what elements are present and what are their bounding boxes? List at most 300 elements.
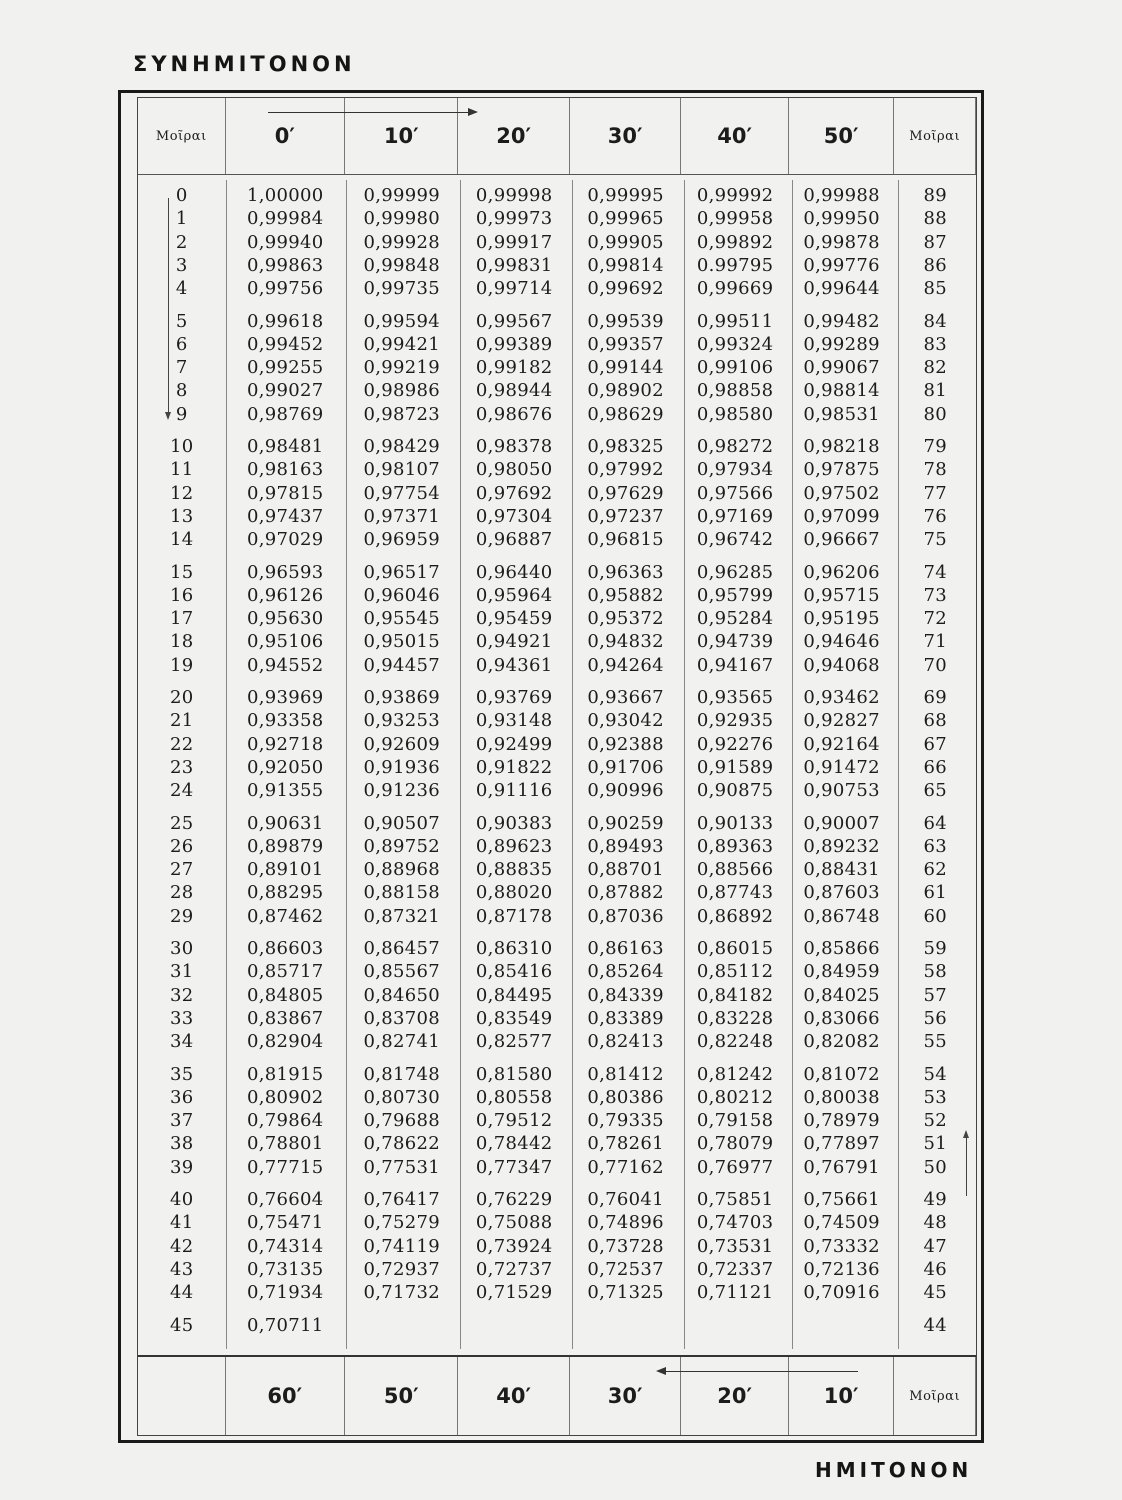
complement-degree-cell: 69 bbox=[923, 687, 947, 708]
complement-degree-cell: 54 bbox=[923, 1063, 947, 1085]
degree-cell: 12 bbox=[170, 482, 194, 504]
table-row bbox=[138, 184, 976, 207]
header-minute-0: 0′ bbox=[226, 98, 345, 174]
value-cell: 0,77715 bbox=[247, 1156, 324, 1178]
value-cell: 0,87882 bbox=[587, 882, 664, 904]
value-cell: 0,99988 bbox=[803, 185, 880, 206]
value-cell: 0,95715 bbox=[803, 584, 880, 606]
value-cell: 0,98325 bbox=[587, 436, 664, 457]
complement-degree-cell: 61 bbox=[923, 882, 947, 904]
value-cell: 0,71934 bbox=[247, 1282, 324, 1304]
value-cell: 0,98481 bbox=[247, 436, 324, 457]
value-cell: 0,85416 bbox=[475, 961, 553, 983]
complement-degree-cell: 57 bbox=[923, 984, 947, 1006]
value-cell: 0,88295 bbox=[247, 882, 324, 904]
value-cell: 0,84339 bbox=[587, 984, 664, 1006]
value-cell: 0,99863 bbox=[247, 254, 324, 276]
value-cell: 0,96285 bbox=[696, 561, 774, 583]
value-cell: 0,95284 bbox=[696, 608, 774, 630]
table-row bbox=[138, 277, 976, 300]
complement-degree-cell: 82 bbox=[923, 357, 947, 379]
value-cell: 0,90007 bbox=[803, 812, 880, 834]
table-row bbox=[138, 333, 976, 356]
value-cell: 0,81915 bbox=[247, 1063, 324, 1085]
value-cell: 0,99618 bbox=[247, 310, 324, 332]
degree-cell: 30 bbox=[170, 938, 194, 959]
complement-degree-cell: 53 bbox=[923, 1086, 947, 1108]
value-cell: 0,92499 bbox=[475, 733, 553, 755]
table-row bbox=[138, 482, 976, 505]
footer-minute-50: 50′ bbox=[345, 1357, 458, 1435]
value-cell: 0,97099 bbox=[803, 505, 880, 527]
value-cell: 0,94068 bbox=[803, 654, 880, 676]
value-cell: 0,89623 bbox=[475, 835, 553, 857]
value-cell: 0,96440 bbox=[475, 561, 553, 583]
table-row bbox=[138, 756, 976, 779]
value-cell: 0,76604 bbox=[247, 1189, 324, 1210]
complement-degree-cell: 51 bbox=[923, 1133, 947, 1155]
value-cell: 0,93869 bbox=[363, 687, 441, 708]
value-cell: 0,87036 bbox=[587, 905, 664, 927]
table-row bbox=[138, 607, 976, 630]
complement-degree-cell: 75 bbox=[923, 529, 947, 551]
value-cell: 0,98107 bbox=[363, 459, 441, 481]
value-cell: 0,90383 bbox=[475, 812, 553, 834]
complement-degree-cell: 70 bbox=[923, 654, 947, 676]
degree-cell: 44 bbox=[170, 1282, 194, 1304]
value-cell: 0,86015 bbox=[696, 938, 774, 959]
degree-cell: 4 bbox=[175, 278, 188, 300]
value-cell: 0,83867 bbox=[247, 1007, 324, 1029]
value-cell: 0,99999 bbox=[363, 185, 441, 206]
value-cell: 0,72937 bbox=[363, 1258, 441, 1280]
footer-minute-60: 60′ bbox=[226, 1357, 345, 1435]
value-cell: 0,79335 bbox=[587, 1110, 664, 1132]
value-cell: 0,73332 bbox=[803, 1235, 880, 1257]
value-cell: 0,72737 bbox=[475, 1258, 553, 1280]
value-cell: 0,94167 bbox=[696, 654, 774, 676]
value-cell bbox=[681, 1314, 788, 1337]
value-cell: 0,98163 bbox=[247, 459, 324, 481]
header-complement-label: Μοῖραι bbox=[894, 98, 976, 174]
value-cell: 0,93042 bbox=[587, 710, 664, 732]
degree-cell: 18 bbox=[170, 631, 194, 653]
value-cell: 0,96046 bbox=[363, 584, 441, 606]
value-cell: 0,78979 bbox=[803, 1110, 880, 1132]
header-minute-20: 20′ bbox=[458, 98, 569, 174]
value-cell: 0,87462 bbox=[247, 905, 324, 927]
value-cell: 0,99980 bbox=[363, 208, 441, 230]
table-row bbox=[138, 937, 976, 960]
value-cell: 0,99389 bbox=[475, 333, 553, 355]
value-cell: 0,92276 bbox=[696, 733, 774, 755]
table-row bbox=[138, 960, 976, 983]
table-row bbox=[138, 654, 976, 677]
value-cell: 0,84805 bbox=[247, 984, 324, 1006]
value-cell: 0,97437 bbox=[247, 505, 324, 527]
value-cell: 0,81748 bbox=[363, 1063, 441, 1085]
value-cell: 0,91822 bbox=[475, 756, 553, 778]
table-row bbox=[138, 561, 976, 584]
value-cell: 0,87178 bbox=[475, 905, 553, 927]
complement-degree-cell: 80 bbox=[923, 403, 947, 425]
value-cell: 0,83066 bbox=[803, 1007, 880, 1029]
value-cell: 0,85717 bbox=[247, 961, 324, 983]
degree-cell: 45 bbox=[170, 1314, 194, 1336]
table-row bbox=[138, 231, 976, 254]
value-cell: 0,97875 bbox=[803, 459, 880, 481]
table-row bbox=[138, 630, 976, 653]
value-cell bbox=[458, 1314, 569, 1337]
degree-cell: 25 bbox=[170, 812, 194, 834]
value-cell: 0,88701 bbox=[587, 859, 664, 881]
value-cell: 0,83389 bbox=[587, 1007, 664, 1029]
value-cell: 0,96742 bbox=[696, 529, 774, 551]
value-cell: 0,96815 bbox=[587, 529, 664, 551]
value-cell: 0,90996 bbox=[587, 780, 664, 802]
complement-degree-cell: 46 bbox=[923, 1258, 947, 1280]
value-cell: 0,82248 bbox=[696, 1031, 774, 1053]
value-cell: 0,93253 bbox=[363, 710, 441, 732]
complement-degree-cell: 50 bbox=[923, 1156, 947, 1178]
table-row bbox=[138, 584, 976, 607]
complement-degree-cell: 64 bbox=[923, 812, 947, 834]
value-cell: 0,94832 bbox=[587, 631, 664, 653]
value-cell: 0,95106 bbox=[247, 631, 324, 653]
complement-degree-cell: 89 bbox=[923, 185, 947, 206]
value-cell: 0,87743 bbox=[696, 882, 774, 904]
value-cell: 0,99511 bbox=[696, 310, 774, 332]
value-cell: 0,76417 bbox=[363, 1189, 441, 1210]
degree-cell: 8 bbox=[175, 380, 188, 402]
value-cell: 0,72337 bbox=[696, 1258, 774, 1280]
value-cell: 0,87603 bbox=[803, 882, 880, 904]
complement-degree-cell: 63 bbox=[923, 835, 947, 857]
value-cell: 0,83228 bbox=[696, 1007, 774, 1029]
degree-cell: 23 bbox=[170, 756, 194, 778]
complement-degree-cell: 68 bbox=[923, 710, 947, 732]
value-cell: 0,98902 bbox=[587, 380, 664, 402]
value-cell: 0,96667 bbox=[803, 529, 880, 551]
value-cell: 0,98378 bbox=[475, 436, 553, 457]
value-cell: 0,74119 bbox=[363, 1235, 441, 1257]
value-cell: 0,98050 bbox=[475, 459, 553, 481]
value-cell: 0,92609 bbox=[363, 733, 441, 755]
value-cell: 0,99928 bbox=[363, 231, 441, 253]
value-cell: 1,00000 bbox=[247, 185, 324, 206]
value-cell: 0,89363 bbox=[696, 835, 774, 857]
value-cell: 0,88158 bbox=[363, 882, 441, 904]
degree-cell: 27 bbox=[170, 859, 194, 881]
value-cell: 0,92164 bbox=[803, 733, 880, 755]
value-cell: 0,99814 bbox=[587, 254, 664, 276]
value-cell: 0,98986 bbox=[363, 380, 441, 402]
value-cell: 0,73728 bbox=[587, 1235, 664, 1257]
value-cell: 0,84182 bbox=[696, 984, 774, 1006]
value-cell: 0,83549 bbox=[475, 1007, 553, 1029]
table-row bbox=[138, 1086, 976, 1109]
table-row bbox=[138, 435, 976, 458]
value-cell: 0,94264 bbox=[587, 654, 664, 676]
value-cell: 0,97237 bbox=[587, 505, 664, 527]
footer-left-arrow-icon bbox=[658, 1371, 858, 1372]
degree-cell: 3 bbox=[175, 254, 188, 276]
value-cell: 0,75279 bbox=[363, 1212, 441, 1234]
value-cell: 0,86457 bbox=[363, 938, 441, 959]
value-cell: 0,82413 bbox=[587, 1031, 664, 1053]
degree-cell: 9 bbox=[175, 403, 188, 425]
complement-degree-cell: 87 bbox=[923, 231, 947, 253]
value-cell: 0,94921 bbox=[475, 631, 553, 653]
header-minute-40: 40′ bbox=[681, 98, 788, 174]
degree-cell: 26 bbox=[170, 835, 194, 857]
value-cell: 0,84650 bbox=[363, 984, 441, 1006]
degree-cell: 43 bbox=[170, 1258, 194, 1280]
degree-cell: 24 bbox=[170, 780, 194, 802]
value-cell: 0,90631 bbox=[247, 812, 324, 834]
value-cell: 0,98814 bbox=[803, 380, 880, 402]
bottom-title: ΗΜΙΤΟΝΟΝ bbox=[815, 1458, 973, 1482]
degree-cell: 29 bbox=[170, 905, 194, 927]
degree-cell: 22 bbox=[170, 733, 194, 755]
value-cell: 0,99848 bbox=[363, 254, 441, 276]
value-cell: 0,89752 bbox=[363, 835, 441, 857]
value-cell: 0,77162 bbox=[587, 1156, 664, 1178]
degree-cell: 41 bbox=[170, 1212, 194, 1234]
table-row bbox=[138, 1156, 976, 1179]
complement-degree-cell: 76 bbox=[923, 505, 947, 527]
value-cell: 0,77347 bbox=[475, 1156, 553, 1178]
table-row bbox=[138, 403, 976, 426]
degree-cell: 15 bbox=[170, 561, 194, 583]
value-cell: 0,97629 bbox=[587, 482, 664, 504]
complement-degree-cell: 78 bbox=[923, 459, 947, 481]
value-cell: 0,98531 bbox=[803, 403, 880, 425]
complement-degree-cell: 72 bbox=[923, 608, 947, 630]
table-row bbox=[138, 881, 976, 904]
value-cell: 0,84025 bbox=[803, 984, 880, 1006]
value-cell: 0,91706 bbox=[587, 756, 664, 778]
value-cell: 0,82577 bbox=[475, 1031, 553, 1053]
value-cell: 0,96126 bbox=[247, 584, 324, 606]
value-cell: 0,88020 bbox=[475, 882, 553, 904]
value-cell: 0,98629 bbox=[587, 403, 664, 425]
table-row bbox=[138, 356, 976, 379]
value-cell: 0,81072 bbox=[803, 1063, 880, 1085]
degree-cell: 11 bbox=[170, 459, 194, 481]
value-cell: 0,99973 bbox=[475, 208, 553, 230]
value-cell: 0,89879 bbox=[247, 835, 324, 857]
value-cell: 0,99992 bbox=[696, 185, 774, 206]
complement-degree-cell: 48 bbox=[923, 1212, 947, 1234]
table-row bbox=[138, 207, 976, 230]
table-row bbox=[138, 733, 976, 756]
value-cell: 0,99831 bbox=[475, 254, 553, 276]
footer-empty-label bbox=[138, 1357, 226, 1435]
value-cell: 0,98676 bbox=[475, 403, 553, 425]
complement-degree-cell: 58 bbox=[923, 961, 947, 983]
value-cell: 0,99594 bbox=[363, 310, 441, 332]
value-cell: 0,99144 bbox=[587, 357, 664, 379]
value-cell: 0,82904 bbox=[247, 1031, 324, 1053]
value-cell: 0,91355 bbox=[247, 780, 324, 802]
value-cell: 0,99905 bbox=[587, 231, 664, 253]
value-cell: 0,99255 bbox=[247, 357, 324, 379]
header-minute-50: 50′ bbox=[789, 98, 895, 174]
degree-cell: 35 bbox=[170, 1063, 194, 1085]
value-cell: 0,97304 bbox=[475, 505, 553, 527]
complement-degree-cell: 86 bbox=[923, 254, 947, 276]
value-cell bbox=[345, 1314, 458, 1337]
value-cell bbox=[570, 1314, 681, 1337]
value-cell: 0,86748 bbox=[803, 905, 880, 927]
value-cell: 0,96517 bbox=[363, 561, 441, 583]
footer-minute-20: 20′ bbox=[681, 1357, 788, 1435]
value-cell: 0,99965 bbox=[587, 208, 664, 230]
value-cell: 0,98769 bbox=[247, 403, 324, 425]
value-cell: 0,86310 bbox=[475, 938, 553, 959]
value-cell: 0,95545 bbox=[363, 608, 441, 630]
value-cell: 0,80730 bbox=[363, 1086, 441, 1108]
header-minute-10: 10′ bbox=[345, 98, 458, 174]
value-cell: 0,73135 bbox=[247, 1258, 324, 1280]
value-cell: 0,77531 bbox=[363, 1156, 441, 1178]
value-cell: 0,97502 bbox=[803, 482, 880, 504]
value-cell: 0,97169 bbox=[696, 505, 774, 527]
value-cell: 0,99219 bbox=[363, 357, 441, 379]
table-row bbox=[138, 379, 976, 402]
value-cell: 0,97029 bbox=[247, 529, 324, 551]
value-cell bbox=[789, 1314, 895, 1337]
value-cell: 0,97371 bbox=[363, 505, 441, 527]
table-row bbox=[138, 812, 976, 835]
value-cell: 0,99756 bbox=[247, 278, 324, 300]
value-cell: 0,92935 bbox=[696, 710, 774, 732]
value-cell: 0,82741 bbox=[363, 1031, 441, 1053]
degree-cell: 33 bbox=[170, 1007, 194, 1029]
value-cell: 0,99106 bbox=[696, 357, 774, 379]
value-cell: 0,92050 bbox=[247, 756, 324, 778]
complement-degree-cell: 77 bbox=[923, 482, 947, 504]
value-cell: 0,96887 bbox=[475, 529, 553, 551]
value-cell: 0,91472 bbox=[803, 756, 880, 778]
degree-cell: 34 bbox=[170, 1031, 194, 1053]
value-cell: 0,99714 bbox=[475, 278, 553, 300]
degree-cell: 42 bbox=[170, 1235, 194, 1257]
complement-degree-cell: 55 bbox=[923, 1031, 947, 1053]
value-cell: 0,70916 bbox=[803, 1282, 880, 1304]
value-cell: 0,93462 bbox=[803, 687, 880, 708]
footer-minute-40: 40′ bbox=[458, 1357, 569, 1435]
value-cell: 0,79688 bbox=[363, 1110, 441, 1132]
value-cell: 0,78261 bbox=[587, 1133, 664, 1155]
value-cell: 0,75661 bbox=[803, 1189, 880, 1210]
value-cell: 0,97815 bbox=[247, 482, 324, 504]
table-row bbox=[138, 505, 976, 528]
value-cell: 0,94457 bbox=[363, 654, 441, 676]
value-cell: 0,77897 bbox=[803, 1133, 880, 1155]
value-cell: 0,91116 bbox=[475, 780, 553, 802]
value-cell: 0,76041 bbox=[587, 1189, 664, 1210]
value-cell: 0,88968 bbox=[363, 859, 441, 881]
value-cell: 0,89232 bbox=[803, 835, 880, 857]
value-cell: 0,99539 bbox=[587, 310, 664, 332]
value-cell: 0,99289 bbox=[803, 333, 880, 355]
value-cell: 0,91236 bbox=[363, 780, 441, 802]
complement-degree-cell: 44 bbox=[923, 1314, 947, 1336]
table-row bbox=[138, 709, 976, 732]
value-cell: 0,90875 bbox=[696, 780, 774, 802]
header-degrees-label: Μοῖραι bbox=[138, 98, 226, 174]
value-cell: 0,76977 bbox=[696, 1156, 774, 1178]
header-right-arrow-icon bbox=[268, 112, 476, 113]
value-cell: 0,96206 bbox=[803, 561, 880, 583]
value-cell: 0,91589 bbox=[696, 756, 774, 778]
value-cell: 0,92388 bbox=[587, 733, 664, 755]
value-cell: 0,92827 bbox=[803, 710, 880, 732]
complement-degree-cell: 84 bbox=[923, 310, 947, 332]
header-row bbox=[138, 98, 976, 175]
table-row bbox=[138, 1281, 976, 1304]
table-row bbox=[138, 984, 976, 1007]
table-row bbox=[138, 458, 976, 481]
value-cell: 0,93769 bbox=[475, 687, 553, 708]
value-cell: 0,90753 bbox=[803, 780, 880, 802]
complement-degree-cell: 73 bbox=[923, 584, 947, 606]
value-cell: 0,95195 bbox=[803, 608, 880, 630]
value-cell: 0,96363 bbox=[587, 561, 664, 583]
value-cell: 0,80902 bbox=[247, 1086, 324, 1108]
value-cell: 0,97566 bbox=[696, 482, 774, 504]
value-cell: 0,99692 bbox=[587, 278, 664, 300]
footer-complement-label: Μοῖραι bbox=[894, 1357, 976, 1435]
value-cell: 0,70711 bbox=[247, 1314, 324, 1336]
value-cell: 0,90259 bbox=[587, 812, 664, 834]
table-row bbox=[138, 310, 976, 333]
value-cell: 0,99958 bbox=[696, 208, 774, 230]
table-row bbox=[138, 1030, 976, 1053]
value-cell: 0,98944 bbox=[475, 380, 553, 402]
value-cell: 0,84959 bbox=[803, 961, 880, 983]
complement-degree-cell: 85 bbox=[923, 278, 947, 300]
value-cell: 0,99878 bbox=[803, 231, 880, 253]
table-row bbox=[138, 1314, 976, 1337]
value-cell: 0,99644 bbox=[803, 278, 880, 300]
table-row bbox=[138, 905, 976, 928]
value-cell: 0,85112 bbox=[696, 961, 774, 983]
value-cell: 0,98218 bbox=[803, 436, 880, 457]
value-cell: 0,96593 bbox=[247, 561, 324, 583]
table-row bbox=[138, 1258, 976, 1281]
value-cell: 0,75851 bbox=[696, 1189, 774, 1210]
value-cell: 0,78801 bbox=[247, 1133, 324, 1155]
value-cell: 0,95459 bbox=[475, 608, 553, 630]
value-cell: 0,82082 bbox=[803, 1031, 880, 1053]
value-cell: 0,99324 bbox=[696, 333, 774, 355]
top-title: ΣΥΝΗΜΙΤΟΝΟΝ bbox=[133, 52, 356, 76]
complement-degree-cell: 49 bbox=[923, 1189, 947, 1210]
value-cell: 0,99984 bbox=[247, 208, 324, 230]
value-cell: 0,99669 bbox=[696, 278, 774, 300]
value-cell: 0,89493 bbox=[587, 835, 664, 857]
value-cell: 0,79864 bbox=[247, 1110, 324, 1132]
value-cell: 0,81242 bbox=[696, 1063, 774, 1085]
value-cell: 0,73531 bbox=[696, 1235, 774, 1257]
table-row bbox=[138, 858, 976, 881]
degree-cell: 32 bbox=[170, 984, 194, 1006]
degree-cell: 6 bbox=[175, 333, 188, 355]
value-cell: 0,99482 bbox=[803, 310, 880, 332]
